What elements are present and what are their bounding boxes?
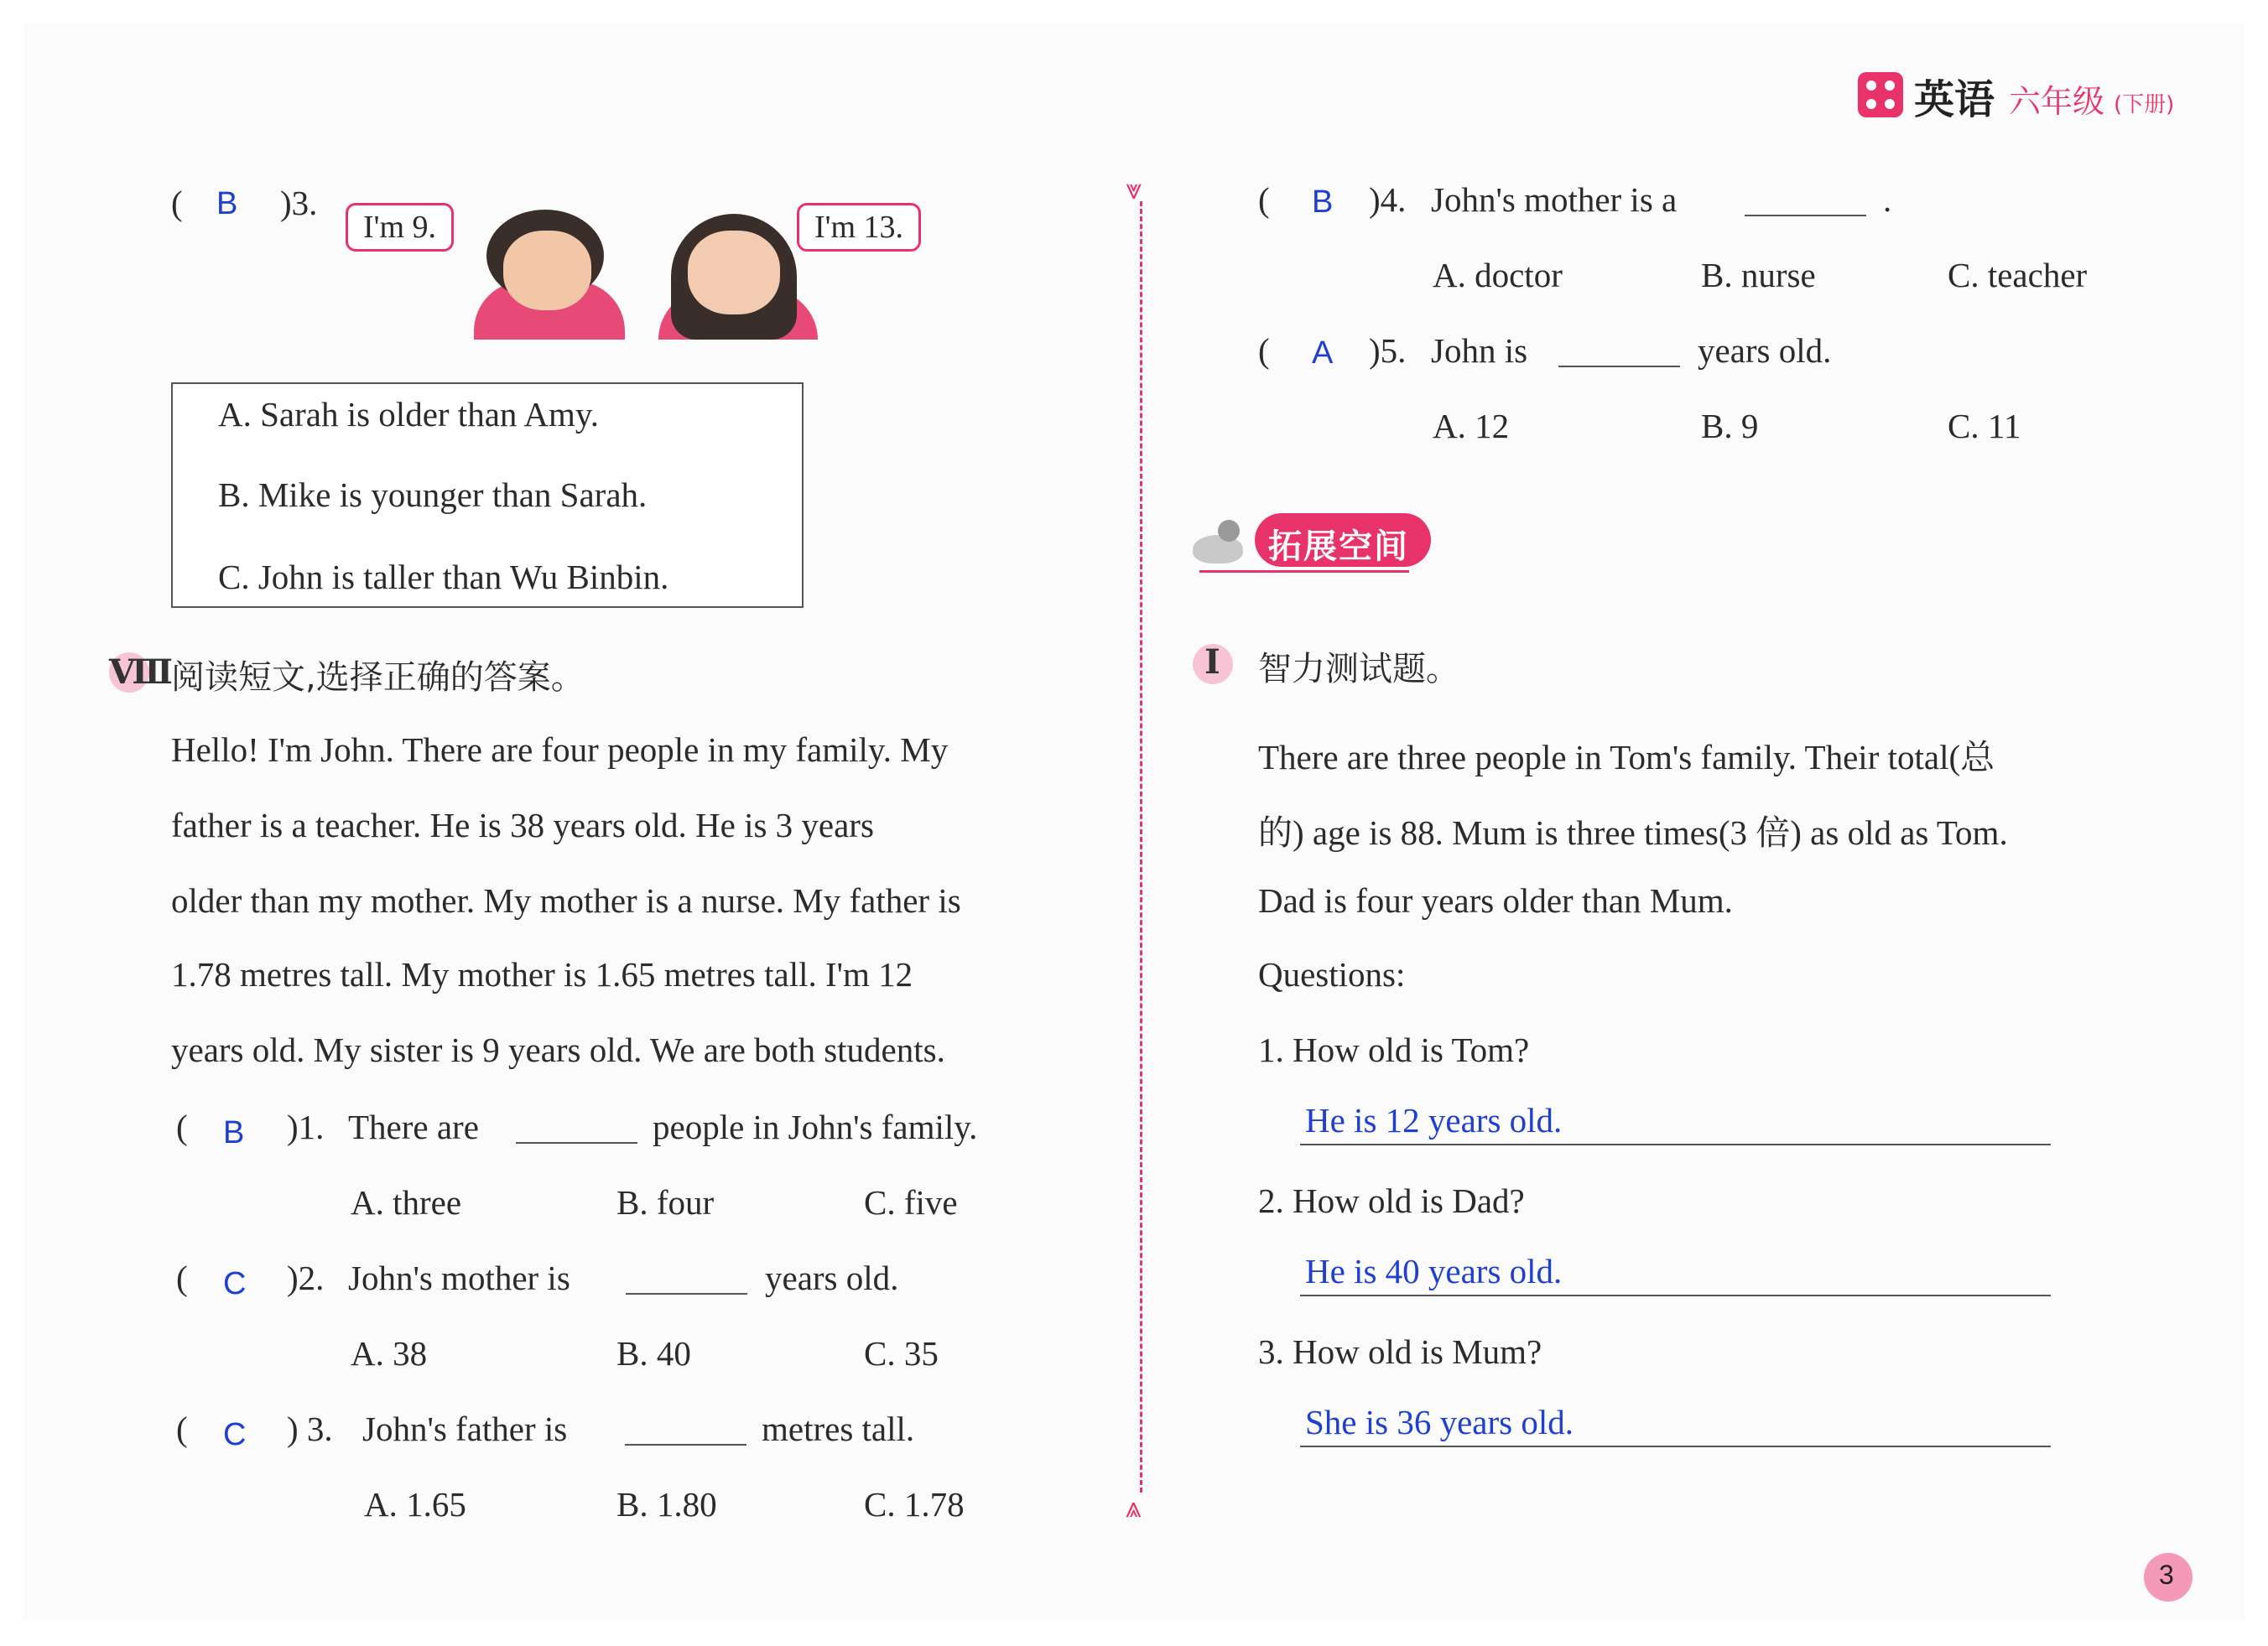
q4-stem: John's mother is a [1431,180,1678,219]
q1-paren-open: ( [176,1108,188,1146]
q3b-paren-open: ( [176,1410,188,1448]
q5-answer: A [1312,335,1334,371]
answer-line-1 [1300,1144,2051,1145]
q2-blank [626,1293,747,1295]
q1-stem: There are [348,1108,479,1146]
q4-stem-end: . [1883,180,1892,219]
q2-answer: C [223,1266,247,1301]
section-1-title: 智力测试题。 [1258,650,1459,688]
volume-label: (下册) [2114,92,2175,117]
q3b-stem: John's father is [362,1410,568,1448]
extension-banner-label: 拓展空间 [1268,527,1409,566]
q5-option-a: A. 12 [1433,407,1510,445]
section-1-numeral: I [1204,642,1220,682]
children-illustration [457,193,826,340]
q3b-number: ) 3. [287,1410,333,1448]
puzzle-q2: 2. How old is Dad? [1258,1181,1525,1220]
speech-bubble-right: I'm 13. [797,203,921,252]
q4-number: )4. [1369,180,1407,219]
puzzle-line-1: There are three people in Tom's family. Their total(总 [1258,738,1995,776]
q2-paren-open: ( [176,1259,188,1297]
passage-line-4: 1.78 metres tall. My mother is 1.65 metres tall. I'm 12 [171,955,913,994]
q1-number: )1. [287,1108,325,1146]
section-8-title: 阅读短文,选择正确的答案。 [171,658,585,697]
q4-option-b: B. nurse [1701,256,1816,294]
speech-bubble-left: I'm 9. [346,203,454,252]
q3b-option-b: B. 1.80 [616,1485,717,1524]
q2-stem-end: years old. [765,1259,899,1297]
page-divider [1140,201,1142,1493]
passage-line-1: Hello! I'm John. There are four people in my family. My [171,730,949,769]
page-number: 3 [2159,1560,2174,1590]
q4-blank [1745,215,1866,216]
brand-logo-icon [1858,72,1903,117]
q3b-stem-end: metres tall. [762,1410,915,1448]
puzzle-line-2: 的) age is 88. Mum is three times(3 倍) as old as Tom. [1258,813,2008,852]
q4-option-c: C. teacher [1948,256,2088,294]
q3b-option-a: A. 1.65 [364,1485,466,1524]
puzzle-q1: 1. How old is Tom? [1258,1031,1530,1069]
section-8-numeral: Ⅷ [109,652,173,692]
divider-arrow-top-icon: ⩔ [1126,173,1142,206]
q5-option-c: C. 11 [1948,407,2021,445]
bird-icon [1189,513,1250,567]
q4-option-a: A. doctor [1433,256,1563,294]
q1-blank [516,1142,637,1144]
answer-line-3 [1300,1446,2051,1447]
option-c: C. John is taller than Wu Binbin. [218,558,669,596]
q5-number: )5. [1369,331,1407,370]
q2-option-a: A. 38 [351,1334,428,1373]
q2-option-c: C. 35 [864,1334,939,1373]
q3b-blank [625,1444,746,1446]
q4-paren-open: ( [1258,180,1270,219]
answer-line-2 [1300,1295,2051,1296]
divider-arrow-bottom-icon: ⩓ [1126,1491,1142,1524]
q2-option-b: B. 40 [616,1334,691,1373]
q2-number: )2. [287,1259,325,1297]
q5-stem: John is [1431,331,1528,370]
puzzle-line-3: Dad is four years older than Mum. [1258,881,1733,920]
puzzle-a1: He is 12 years old. [1305,1101,1563,1140]
q5-blank [1558,366,1680,367]
passage-line-2: father is a teacher. He is 38 years old. He is 3 years [171,806,874,844]
q4-answer: B [1312,184,1334,220]
q1-answer: B [223,1115,245,1150]
passage-line-5: years old. My sister is 9 years old. We are both students. [171,1031,945,1069]
subject-title: 英语 [1914,76,1995,123]
banner-underline [1199,570,1409,573]
q3-answer: B [216,186,238,221]
q2-stem: John's mother is [348,1259,570,1297]
puzzle-q3: 3. How old is Mum? [1258,1332,1542,1371]
q1-option-b: B. four [616,1183,715,1222]
q3-paren-open: ( [171,184,183,222]
option-b: B. Mike is younger than Sarah. [218,475,648,514]
q5-paren-open: ( [1258,331,1270,370]
q3b-answer: C [223,1417,247,1452]
q1-option-a: A. three [351,1183,462,1222]
q1-option-c: C. five [864,1183,958,1222]
grade-label: 六年级 [2009,83,2105,120]
q5-option-b: B. 9 [1701,407,1759,445]
puzzle-a2: He is 40 years old. [1305,1252,1563,1290]
questions-label: Questions: [1258,955,1406,994]
q1-stem-end: people in John's family. [653,1108,978,1146]
passage-line-3: older than my mother. My mother is a nurse. My father is [171,881,961,920]
q5-stem-end: years old. [1698,331,1832,370]
q3-number: )3. [280,184,318,222]
puzzle-a3: She is 36 years old. [1305,1403,1574,1441]
q3b-option-c: C. 1.78 [864,1485,965,1524]
option-a: A. Sarah is older than Amy. [218,395,599,434]
